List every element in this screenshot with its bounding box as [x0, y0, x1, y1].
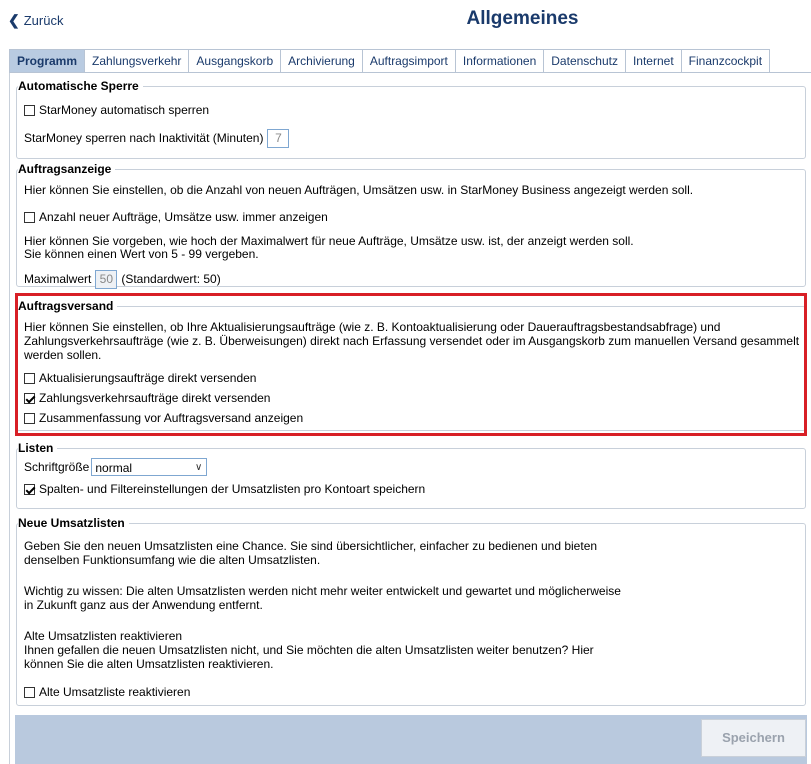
- tab-ausgangskorb[interactable]: Ausgangskorb: [188, 49, 281, 72]
- font-size-row: [24, 458, 207, 476]
- section-neue-umsatzlisten: [16, 516, 806, 706]
- section-automatische-sperre: [16, 79, 806, 159]
- auto-lock-checkbox[interactable]: [24, 105, 35, 116]
- versand-desc: [24, 320, 799, 362]
- tab-zahlungsverkehr[interactable]: Zahlungsverkehr: [84, 49, 189, 72]
- max-value-row: [24, 270, 221, 289]
- umsatz-text-line: in Zukunft ganz aus der Anwendung entfernt.: [24, 598, 263, 612]
- summary-before-send-label: Zusammenfassung vor Auftragsversand anzeigen: [39, 411, 304, 425]
- auto-lock-label: StarMoney automatisch sperren: [39, 103, 210, 117]
- listen-checkbox-row[interactable]: [24, 483, 425, 496]
- umsatz-paragraph-1: [24, 539, 597, 567]
- reactivate-old-lists-label: Alte Umsatzliste reaktivieren: [39, 685, 191, 699]
- umsatz-text-line: Geben Sie den neuen Umsatzlisten eine Chance. Sie sind übersichtlicher, einfacher zu bedienen und bieten: [24, 539, 598, 553]
- always-show-count-label: Anzahl neuer Aufträge, Umsätze usw. immer anzeigen: [39, 210, 328, 224]
- back-label: Zurück: [23, 13, 64, 28]
- chevron-down-icon: ∨: [195, 462, 203, 473]
- umsatz-text-line: Wichtig zu wissen: Die alten Umsatzlisten werden nicht mehr weiter entwickelt und gewartet und möglicherweise: [24, 584, 621, 598]
- versand-description-line: Hier können Sie einstellen, ob Ihre Aktualisierungsaufträge (wie z. B. Kontoaktualisierung oder Dauerauftragsbestandsabfrage) und: [24, 320, 721, 334]
- summary-before-send-checkbox[interactable]: [24, 413, 35, 424]
- tab-finanzcockpit[interactable]: Finanzcockpit: [681, 49, 770, 72]
- font-size-select[interactable]: [91, 458, 207, 476]
- lock-minutes-input[interactable]: 7: [267, 129, 289, 148]
- versand-option-row[interactable]: [24, 372, 256, 385]
- tab-auftragsimport[interactable]: Auftragsimport: [362, 49, 456, 72]
- anzeige-description: Hier können Sie einstellen, ob die Anzahl von neuen Aufträgen, Umsätzen usw. in StarMoney Business angezeigt werden soll.: [24, 183, 694, 197]
- max-description-line: Hier können Sie vorgeben, wie hoch der Maximalwert für neue Aufträge, Umsätze usw. ist, der anzeigt werden soll.: [24, 234, 634, 248]
- section-title: Listen: [18, 441, 57, 455]
- umsatz-text-line: denselben Funktionsumfang wie die alten Umsatzlisten.: [24, 553, 321, 567]
- lock-minutes-label: StarMoney sperren nach Inaktivität (Minuten): [24, 131, 264, 145]
- versand-description-line: Zahlungsverkehrsaufträge (wie z. B. Überweisungen) direkt nach Erfassung versendet oder im Ausgangskorb zum manuellen Versand gesammelt: [24, 334, 800, 348]
- section-listen: [16, 441, 806, 509]
- font-size-label: Schriftgröße: [24, 459, 90, 474]
- max-value-label: Maximalwert: [24, 272, 92, 286]
- reactivate-old-lists-checkbox[interactable]: [24, 687, 35, 698]
- tab-datenschutz[interactable]: Datenschutz: [543, 49, 626, 72]
- tab-internet[interactable]: Internet: [625, 49, 682, 72]
- section-frame: [16, 86, 806, 159]
- umsatz-paragraph-3: [24, 629, 594, 671]
- section-auftragsversand: [16, 299, 806, 431]
- sperre-minutes-row: [24, 129, 289, 148]
- umsatz-text-line: Alte Umsatzlisten reaktivieren: [24, 629, 183, 643]
- page-title: Allgemeines: [466, 8, 579, 29]
- settings-panel: [9, 73, 811, 764]
- anzeige-desc2: [24, 235, 634, 261]
- section-title: Neue Umsatzlisten: [18, 516, 129, 530]
- anzeige-checkbox-row[interactable]: [24, 211, 328, 224]
- section-title: Auftragsanzeige: [18, 162, 115, 176]
- chevron-left-icon: ❮: [8, 12, 20, 28]
- section-title: Automatische Sperre: [18, 79, 143, 93]
- versand-option-row[interactable]: [24, 412, 303, 425]
- payment-orders-direct-label: Zahlungsverkehrsaufträge direkt versenden: [39, 391, 271, 405]
- always-show-count-checkbox[interactable]: [24, 212, 35, 223]
- umsatz-text-line: Ihnen gefallen die neuen Umsatzlisten nicht, und Sie möchten die alten Umsatzlisten weiter benutzen? Hier: [24, 643, 594, 657]
- umsatz-checkbox-row[interactable]: [24, 686, 190, 699]
- update-orders-direct-label: Aktualisierungsaufträge direkt versenden: [39, 371, 257, 385]
- default-value-label: (Standardwert: 50): [121, 272, 221, 286]
- payment-orders-direct-checkbox[interactable]: [24, 393, 35, 404]
- versand-option-row[interactable]: [24, 392, 270, 405]
- update-orders-direct-checkbox[interactable]: [24, 373, 35, 384]
- font-size-value: normal: [95, 461, 133, 475]
- tab-programm[interactable]: Programm: [9, 49, 85, 72]
- tab-archivierung[interactable]: Archivierung: [280, 49, 363, 72]
- umsatz-paragraph-2: [24, 584, 621, 612]
- footer-bar: [15, 715, 807, 764]
- save-column-settings-label: Spalten- und Filtereinstellungen der Umsatzlisten pro Kontoart speichern: [39, 482, 426, 496]
- save-button[interactable]: Speichern: [701, 719, 806, 757]
- versand-description-line: werden sollen.: [24, 348, 102, 362]
- tab-informationen[interactable]: Informationen: [455, 49, 544, 72]
- max-value-input[interactable]: 50: [95, 270, 117, 289]
- section-title: Auftragsversand: [18, 299, 117, 313]
- sperre-checkbox-row[interactable]: [24, 104, 209, 117]
- save-column-settings-checkbox[interactable]: [24, 484, 35, 495]
- tab-bar: [9, 49, 811, 73]
- max-description-line: Sie können einen Wert von 5 - 99 vergeben.: [24, 247, 259, 261]
- anzeige-desc: [24, 184, 693, 197]
- section-auftragsanzeige: [16, 162, 806, 287]
- umsatz-text-line: können Sie die alten Umsatzlisten reaktivieren.: [24, 657, 274, 671]
